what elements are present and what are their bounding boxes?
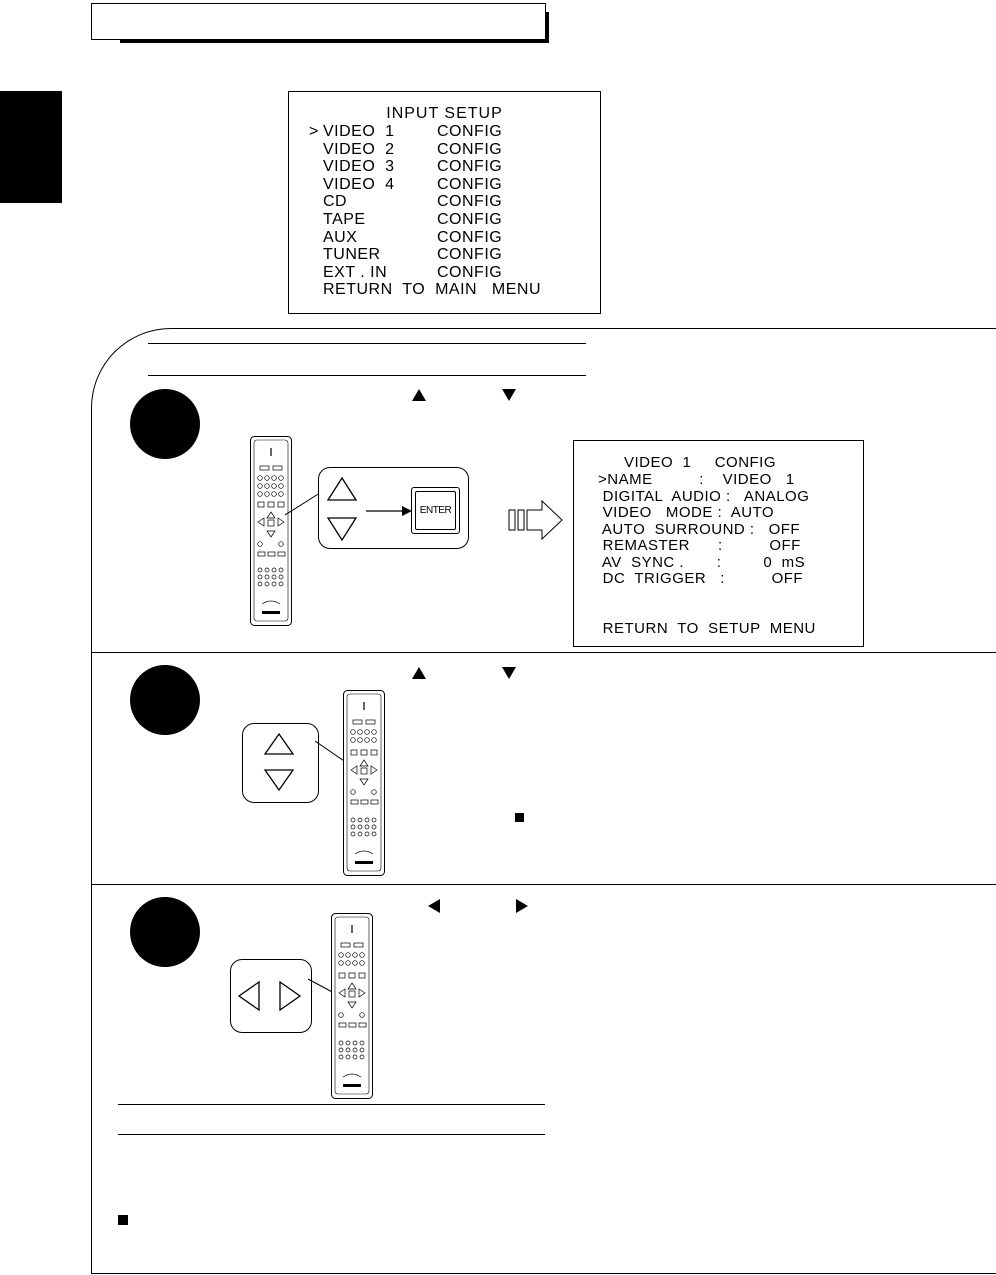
header-rule-bottom bbox=[148, 375, 586, 376]
header-rule-top bbox=[148, 343, 586, 344]
video1-config-row: DC TRIGGER : OFF bbox=[598, 570, 804, 587]
video1-config-screen bbox=[573, 440, 864, 647]
input-setup-item-value: CONFIG bbox=[437, 158, 503, 176]
step-1-marker bbox=[130, 389, 200, 459]
square-icon bbox=[515, 813, 524, 822]
left-triangle-icon bbox=[237, 980, 261, 1012]
video1-config-row: AUTO SURROUND : OFF bbox=[598, 520, 801, 538]
input-setup-item-value: CONFIG bbox=[437, 228, 503, 246]
input-setup-item-label: TAPE bbox=[323, 211, 366, 228]
right-triangle-icon bbox=[516, 899, 528, 913]
input-setup-item-value: CONFIG bbox=[437, 193, 503, 211]
square-icon bbox=[118, 1215, 128, 1225]
up-triangle-icon bbox=[263, 732, 295, 756]
video1-config-row: REMASTER : OFF bbox=[598, 537, 801, 554]
right-triangle-icon bbox=[278, 980, 302, 1012]
up-triangle-icon bbox=[412, 389, 426, 401]
step-divider bbox=[91, 884, 996, 885]
input-setup-row bbox=[309, 193, 503, 211]
remote-control bbox=[331, 913, 373, 1099]
input-setup-item-label: VIDEO 1 bbox=[323, 123, 395, 140]
input-setup-row bbox=[309, 211, 503, 229]
step-3-marker bbox=[130, 897, 200, 967]
input-setup-item-label: VIDEO 3 bbox=[323, 158, 395, 176]
input-setup-row bbox=[309, 246, 503, 264]
video1-config-row: AV SYNC . : 0 mS bbox=[598, 553, 806, 571]
video1-config-row: >NAME : VIDEO 1 bbox=[598, 471, 795, 488]
note-rule-bottom bbox=[118, 1134, 545, 1135]
input-setup-item-label: AUX bbox=[323, 228, 358, 246]
down-triangle-icon bbox=[263, 768, 295, 792]
side-tab bbox=[0, 91, 62, 203]
video1-config-row: RETURN TO SETUP MENU bbox=[598, 619, 816, 637]
transition-arrow-icon bbox=[508, 500, 564, 540]
input-setup-row bbox=[309, 175, 503, 194]
input-setup-row bbox=[309, 140, 503, 159]
note-rule-top bbox=[118, 1104, 545, 1105]
input-setup-row bbox=[309, 158, 503, 176]
input-setup-item-value: CONFIG bbox=[437, 140, 503, 158]
video1-config-row: DIGITAL AUDIO : ANALOG bbox=[598, 487, 810, 505]
right-arrow-icon bbox=[366, 504, 412, 518]
input-setup-item-value: CONFIG bbox=[437, 263, 503, 281]
input-setup-item-value: CONFIG bbox=[437, 211, 503, 228]
input-setup-item-value: CONFIG bbox=[437, 246, 503, 264]
input-setup-item-label: EXT . IN bbox=[323, 263, 388, 281]
input-setup-row bbox=[309, 228, 503, 247]
video1-config-title: VIDEO 1 CONFIG bbox=[624, 454, 777, 471]
up-triangle-icon bbox=[326, 476, 358, 502]
input-setup-item-label: VIDEO 4 bbox=[323, 175, 395, 193]
down-triangle-icon bbox=[502, 389, 516, 401]
input-setup-screen bbox=[288, 91, 601, 314]
step-2-marker bbox=[130, 665, 200, 735]
video1-config-row: VIDEO MODE : AUTO bbox=[598, 504, 775, 521]
up-triangle-icon bbox=[412, 667, 426, 679]
down-triangle-icon bbox=[326, 516, 358, 542]
input-setup-row bbox=[309, 281, 541, 299]
enter-label: ENTER bbox=[415, 491, 456, 530]
input-setup-row bbox=[309, 263, 503, 282]
input-setup-title: INPUT SETUP bbox=[386, 105, 503, 122]
input-setup-item-value: CONFIG bbox=[437, 175, 503, 193]
remote-control bbox=[343, 690, 385, 876]
input-setup-item-value: CONFIG bbox=[437, 123, 503, 140]
input-setup-item-label: TUNER bbox=[323, 246, 381, 264]
down-triangle-icon bbox=[502, 667, 516, 679]
step-divider bbox=[91, 652, 996, 653]
input-setup-item-label: CD bbox=[323, 193, 348, 211]
section-title-box bbox=[91, 3, 546, 40]
input-setup-row bbox=[309, 123, 503, 141]
menu-cursor: > bbox=[309, 123, 319, 140]
left-triangle-icon bbox=[428, 899, 440, 913]
input-setup-item-label: RETURN TO MAIN MENU bbox=[323, 281, 542, 299]
remote-control bbox=[250, 436, 292, 626]
input-setup-item-label: VIDEO 2 bbox=[323, 140, 395, 158]
enter-button bbox=[411, 487, 460, 534]
